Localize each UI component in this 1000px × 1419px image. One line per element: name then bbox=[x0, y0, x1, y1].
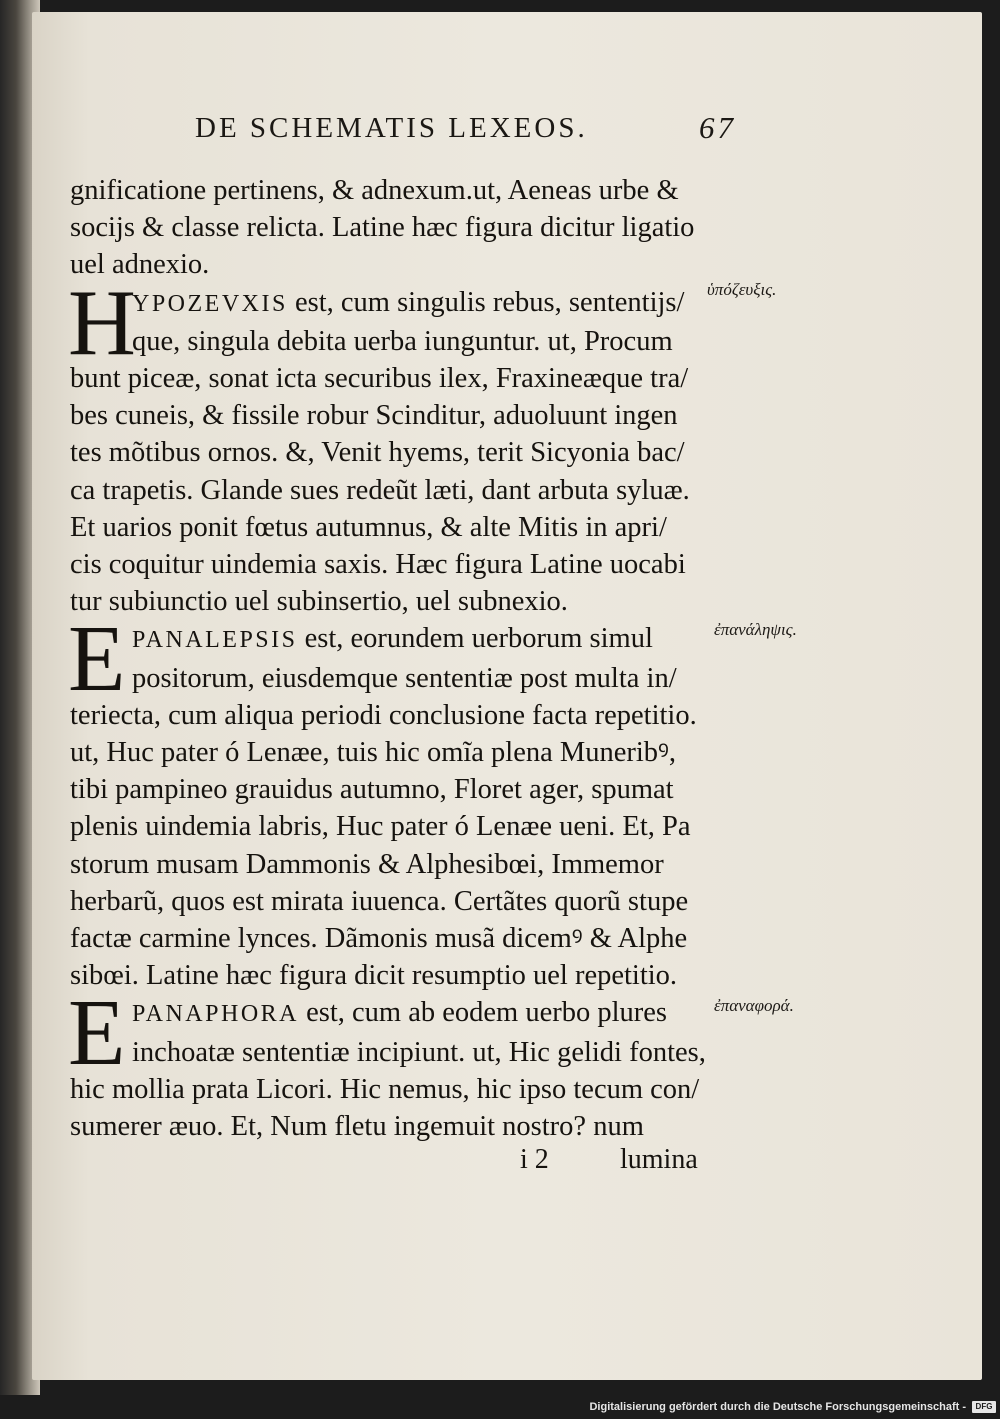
text-line bbox=[70, 994, 760, 1033]
text-line bbox=[70, 620, 760, 659]
main-text bbox=[70, 172, 760, 1145]
text-line: sumerer æuo. Et, Num fletu ingemuit nostro? num bbox=[70, 1111, 644, 1143]
dfg-logo: DFG bbox=[972, 1401, 996, 1413]
text-line: plenis uindemia labris, Huc pater ó Lenæe ueni. Et, Pa bbox=[70, 811, 691, 843]
paragraph-hypozeuxis bbox=[68, 270, 760, 621]
signature-mark: i 2 bbox=[520, 1144, 549, 1175]
text-line: socijs & classe relicta. Latine hæc figura dicitur ligatio bbox=[70, 212, 695, 244]
text-line: herbarũ, quos est mirata iuuenca. Certãtes quorũ stupe bbox=[70, 885, 689, 917]
text-line: sibœi. Latine hæc figura dicit resumptio uel repetitio. bbox=[70, 960, 678, 992]
footer-credit-text: Digitalisierung gefördert durch die Deutsche Forschungsgemeinschaft - bbox=[589, 1401, 966, 1413]
drop-initial: H bbox=[68, 270, 136, 375]
margin-note-epanalepsis: ἐπανάληψις. bbox=[714, 620, 797, 639]
text-line: tur subiunctio uel subinsertio, uel subnexio. bbox=[70, 586, 568, 618]
text-line: hic mollia prata Licori. Hic nemus, hic ipso tecum con/ bbox=[70, 1073, 700, 1105]
term-heading: PANALEPSIS bbox=[132, 627, 298, 654]
footer-credit bbox=[589, 1397, 996, 1417]
drop-initial: E bbox=[68, 607, 126, 712]
paragraph-epanaphora bbox=[68, 981, 760, 1145]
text-line: ut, Huc pater ó Lenæe, tuis hic omĩa plena Muneribꝰ, bbox=[70, 737, 677, 769]
text-line: Et uarios ponit fœtus autumnus, & alte Mitis in apri/ bbox=[70, 511, 667, 543]
page-number: 67 bbox=[699, 110, 736, 145]
text-line: positorum, eiusdemque sententiæ post multa in/ bbox=[132, 662, 677, 694]
catchword: lumina bbox=[620, 1144, 698, 1175]
text-fragment: est, eorundem uerborum simul bbox=[297, 623, 653, 655]
text-line bbox=[70, 284, 760, 323]
text-line: tes mõtibus ornos. &, Venit hyems, terit Sicyonia bac/ bbox=[70, 437, 685, 469]
text-line: uel adnexio. bbox=[70, 249, 210, 281]
text-line: bunt piceæ, sonat icta securibus ilex, Fraxineæque tra/ bbox=[70, 363, 689, 395]
text-line: factæ carmine lynces. Dãmonis musã dicemꝰ & Alphe bbox=[70, 923, 688, 955]
running-title: DE SCHEMATIS LEXEOS. bbox=[195, 112, 588, 144]
text-line: tibi pampineo grauidus autumno, Floret ager, spumat bbox=[70, 774, 674, 806]
text-line: inchoatæ sententiæ incipiunt. ut, Hic gelidi fontes, bbox=[132, 1036, 706, 1068]
text-fragment: est, cum ab eodem uerbo plures bbox=[299, 997, 668, 1029]
text-line: teriecta, cum aliqua periodi conclusione facta repetitio. bbox=[70, 699, 697, 731]
margin-note-hypozeuxis: ὑπόζευξις. bbox=[707, 280, 777, 299]
paragraph-epanalepsis bbox=[68, 607, 760, 994]
margin-note-epanaphora: ἐπαναφορά. bbox=[714, 996, 794, 1015]
term-heading: PANAPHORA bbox=[132, 1001, 299, 1028]
term-heading: YPOZEVXIS bbox=[132, 290, 288, 317]
text-line: bes cuneis, & fissile robur Scinditur, aduoluunt ingen bbox=[70, 400, 678, 432]
book-page bbox=[32, 12, 982, 1380]
text-line: que, singula debita uerba iunguntur. ut, Procum bbox=[132, 325, 673, 357]
text-line: storum musam Dammonis & Alphesibœi, Immemor bbox=[70, 848, 664, 880]
drop-initial: E bbox=[68, 981, 126, 1086]
text-line: ca trapetis. Glande sues redeũt læti, dant arbuta syluæ. bbox=[70, 474, 690, 506]
text-line: cis coquitur uindemia saxis. Hæc figura Latine uocabi bbox=[70, 549, 686, 581]
text-fragment: est, cum singulis rebus, sententijs/ bbox=[287, 286, 685, 318]
text-line: gnificatione pertinens, & adnexum.ut, Aeneas urbe & bbox=[70, 175, 679, 206]
